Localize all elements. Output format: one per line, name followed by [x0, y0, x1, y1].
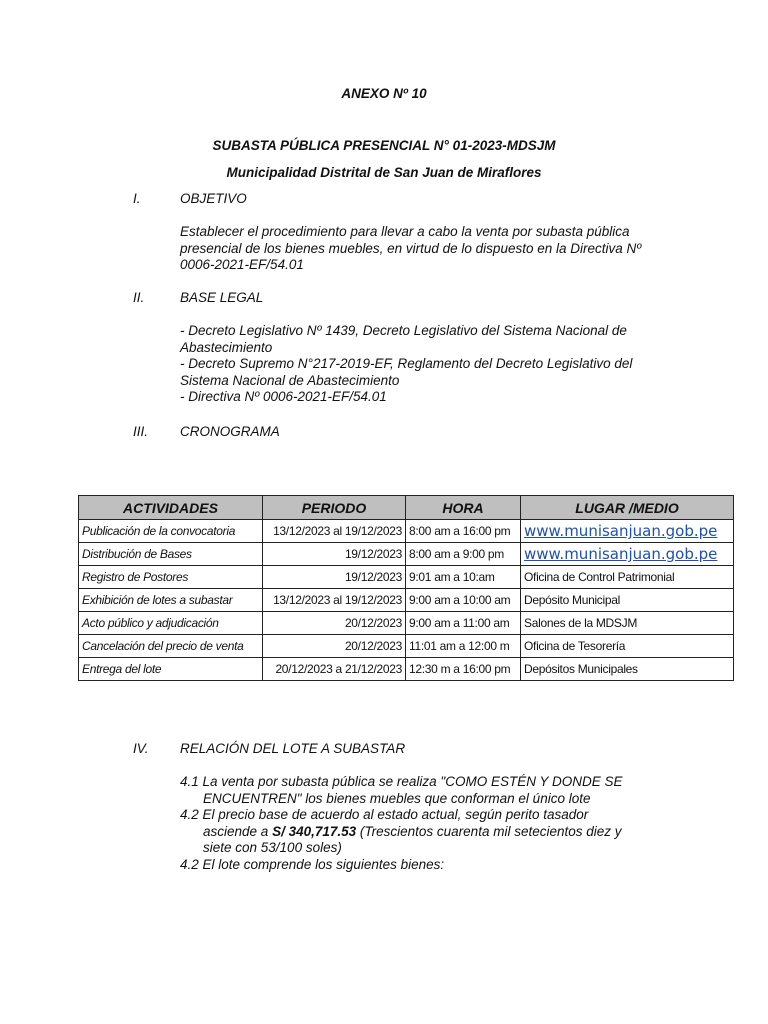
- header-hora: HORA: [406, 496, 521, 520]
- cell-hora: 12:30 m a 16:00 pm: [406, 658, 521, 681]
- municipality-title: Municipalidad Distrital de San Juan de Miraflores: [226, 165, 542, 180]
- cell-actividad: Registro de Postores: [79, 566, 263, 589]
- cell-hora: 9:01 am a 10:am: [406, 566, 521, 589]
- section-heading-objetivo: OBJETIVO: [180, 191, 247, 206]
- cell-periodo: 20/12/2023: [263, 635, 406, 658]
- base-legal-line: - Decreto Supremo N°217-2019-EF, Reglamento del Decreto Legislativo del: [180, 356, 633, 371]
- cell-lugar: Salones de la MDSJM: [521, 612, 734, 635]
- objetivo-line: presencial de los bienes muebles, en virtud de lo dispuesto en la Directiva Nº: [180, 240, 642, 256]
- item-4-1-line: 4.1 La venta por subasta pública se realiza "COMO ESTÉN Y DONDE SE: [180, 774, 623, 789]
- schedule-table: [78, 495, 734, 681]
- price-suffix: (Trescientos cuarenta mil setecientos diez y: [356, 823, 622, 839]
- base-legal-line: - Directiva Nº 0006-2021-EF/54.01: [180, 389, 387, 404]
- cell-actividad: Entrega del lote: [79, 658, 263, 681]
- item-4-2-line: [180, 824, 623, 841]
- cell-lugar: Depósito Municipal: [521, 589, 734, 612]
- cell-actividad: Acto público y adjudicación: [79, 612, 263, 635]
- website-link[interactable]: www.munisanjuan.gob.pe: [524, 545, 718, 563]
- base-price: S/ 340,717.53: [272, 823, 357, 839]
- cell-lugar: [521, 543, 734, 566]
- item-4-2-line: siete con 53/100 soles): [203, 840, 342, 855]
- item-4-2-line: 4.2 El precio base de acuerdo al estado actual, según perito tasador: [180, 807, 589, 822]
- section-number-objetivo: I.: [133, 191, 141, 206]
- cell-hora: 9:00 am a 10:00 am: [406, 589, 521, 612]
- cell-periodo: 13/12/2023 al 19/12/2023: [263, 520, 406, 543]
- price-prefix: asciende a: [203, 823, 273, 839]
- cell-lugar: [521, 520, 734, 543]
- base-legal-line: Abastecimiento: [180, 339, 273, 355]
- table-row: [79, 589, 734, 612]
- header-periodo: PERIODO: [263, 496, 406, 520]
- section-heading-cronograma: CRONOGRAMA: [180, 424, 280, 439]
- header-lugar: LUGAR /MEDIO: [521, 496, 734, 520]
- objetivo-line: 0006-2021-EF/54.01: [180, 257, 304, 272]
- cell-actividad: Cancelación del precio de venta: [79, 635, 263, 658]
- base-legal-list: [180, 323, 632, 406]
- section-number-relacion: IV.: [133, 741, 149, 756]
- annex-title: ANEXO Nº 10: [341, 86, 427, 101]
- table-row: [79, 543, 734, 566]
- cell-actividad: Exhibición de lotes a subastar: [79, 589, 263, 612]
- schedule-header-row: [79, 496, 734, 520]
- cell-lugar: Oficina de Tesorería: [521, 635, 734, 658]
- item-4-1-line: ENCUENTREN" los bienes muebles que conforman el único lote: [203, 790, 591, 806]
- table-row: [79, 635, 734, 658]
- table-row: [79, 612, 734, 635]
- section-heading-base-legal: BASE LEGAL: [180, 290, 264, 305]
- section-number-base-legal: II.: [133, 290, 145, 305]
- table-row: [79, 658, 734, 681]
- cell-periodo: 19/12/2023: [263, 566, 406, 589]
- cell-hora: 9:00 am a 11:00 am: [406, 612, 521, 635]
- cell-lugar: Oficina de Control Patrimonial: [521, 566, 734, 589]
- cell-hora: 8:00 am a 9:00 pm: [406, 543, 521, 566]
- objetivo-paragraph: [180, 224, 641, 274]
- base-legal-line: - Decreto Legislativo Nº 1439, Decreto Legislativo del Sistema Nacional de: [180, 323, 627, 338]
- cell-hora: 8:00 am a 16:00 pm: [406, 520, 521, 543]
- section-heading-relacion: RELACIÓN DEL LOTE A SUBASTAR: [180, 741, 406, 756]
- cell-periodo: 20/12/2023: [263, 612, 406, 635]
- cell-actividad: Distribución de Bases: [79, 543, 263, 566]
- base-legal-line: Sistema Nacional de Abastecimiento: [180, 372, 400, 388]
- section-number-cronograma: III.: [133, 424, 149, 439]
- relacion-items: [180, 774, 623, 873]
- cell-periodo: 19/12/2023: [263, 543, 406, 566]
- cell-lugar: Depósitos Municipales: [521, 658, 734, 681]
- cell-actividad: Publicación de la convocatoria: [79, 520, 263, 543]
- cell-periodo: 13/12/2023 al 19/12/2023: [263, 589, 406, 612]
- table-row: [79, 520, 734, 543]
- website-link[interactable]: www.munisanjuan.gob.pe: [524, 522, 718, 540]
- auction-title: SUBASTA PÚBLICA PRESENCIAL N° 01-2023-MDSJM: [212, 138, 556, 153]
- cell-hora: 11:01 am a 12:00 m: [406, 635, 521, 658]
- objetivo-line: Establecer el procedimiento para llevar a cabo la venta por subasta pública: [180, 224, 630, 239]
- cell-periodo: 20/12/2023 a 21/12/2023: [263, 658, 406, 681]
- item-4-3-line: 4.2 El lote comprende los siguientes bienes:: [180, 856, 445, 872]
- table-row: [79, 566, 734, 589]
- header-actividades: ACTIVIDADES: [79, 496, 263, 520]
